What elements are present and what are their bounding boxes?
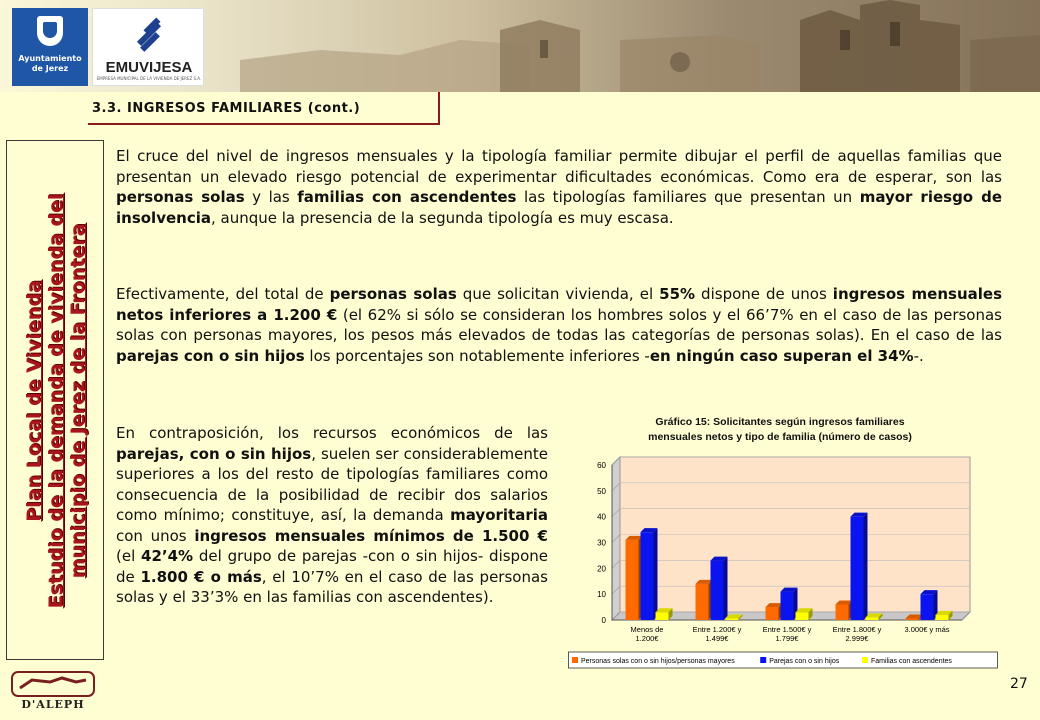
bar — [781, 588, 798, 620]
emuvijesa-logo — [92, 8, 204, 86]
chart-title-line2: mensuales netos y tipo de familia (número de casos) — [648, 431, 912, 443]
heading-divider — [88, 123, 438, 125]
bold-text-run: mayoritaria — [450, 506, 548, 524]
bar-front — [836, 605, 849, 621]
bar-side — [864, 513, 868, 620]
bar — [851, 513, 868, 620]
emuvijesa-mark-icon — [129, 15, 169, 55]
text-run: los porcentajes son notablemente inferiores - — [304, 346, 650, 365]
header-banner — [0, 0, 1040, 92]
text-run: , suelen ser considerablemente superiores a los del resto de tipologías familiares como consecuencia de la posibilidad de recibir dos salarios como mínimo; constituye, así, la demanda — [116, 444, 548, 524]
text-run: -. — [913, 346, 924, 365]
x-tick-label: 2.999€ — [845, 634, 869, 643]
x-tick-label: 3.000€ y más — [904, 625, 950, 634]
chart-title-line1: Gráfico 15: Solicitantes según ingresos familiares — [655, 416, 905, 428]
legend-label: Familias con ascendentes — [871, 658, 952, 665]
x-tick-label: Entre 1.500€ y — [762, 625, 812, 634]
page-number: 27 — [1010, 676, 1028, 692]
bar-front — [906, 619, 919, 621]
daleph-logo-text: D'ALEPH — [21, 698, 85, 711]
shield-icon — [37, 16, 63, 46]
bar-side — [724, 557, 728, 620]
bar — [696, 580, 713, 620]
text-run: , aunque la presencia de la segunda tipología es muy escasa. — [210, 208, 674, 227]
text-run: que solicitan vivienda, el — [456, 285, 660, 303]
bold-text-run: ingresos mensuales mínimos de 1.500 € — [194, 526, 548, 545]
chart-title — [600, 415, 960, 445]
bar-front — [781, 592, 794, 620]
bar-front — [696, 584, 709, 620]
bold-text-run: 42’4% — [141, 547, 194, 565]
bar — [641, 528, 658, 620]
cathedral-photo — [200, 0, 1040, 92]
legend-label: Parejas con o sin hijos — [769, 658, 840, 665]
bold-text-run: 1.800 € o más — [140, 567, 262, 586]
bar-front — [921, 594, 934, 620]
bar — [626, 536, 643, 620]
bar-front — [766, 607, 779, 620]
bar — [711, 557, 728, 620]
text-run: , el 10’7% en el caso de las personas solas y el 33’3% en las familias con ascendentes). — [116, 567, 548, 606]
daleph-mark-icon — [10, 670, 96, 698]
text-run: y las — [244, 188, 298, 206]
text-run: las tipologías familiares que presentan un — [516, 188, 860, 206]
bold-text-run: parejas, con o sin hijos — [116, 444, 312, 463]
legend-swatch — [862, 657, 868, 663]
bold-text-run: ingresos mensuales netos inferiores a 1.200 € — [116, 285, 1003, 324]
y-tick-label: 20 — [597, 564, 606, 574]
side-panel-subtitle-line2: municipio de Jerez de la Frontera — [67, 223, 89, 579]
x-tick-label: 1.200€ — [635, 634, 659, 643]
bar-front — [711, 561, 724, 620]
bar-chart — [568, 448, 998, 676]
y-tick-label: 10 — [597, 590, 606, 600]
emuvijesa-name: EMUVIJESA — [105, 59, 193, 76]
bar-front — [641, 532, 654, 620]
bar-front — [726, 619, 739, 621]
daleph-logo — [10, 670, 96, 712]
text-run: (el — [116, 547, 142, 565]
bar-front — [936, 615, 949, 620]
bar-front — [626, 540, 639, 620]
paragraph-1 — [116, 146, 1002, 228]
text-run: En contraposición, los recursos económicos de las — [116, 424, 548, 442]
side-panel-text — [23, 194, 89, 609]
legend-label: Personas solas con o sin hijos/personas mayores — [581, 658, 735, 665]
bar-front — [796, 612, 809, 620]
paragraph-3 — [116, 423, 548, 608]
bar — [921, 590, 938, 620]
bar — [656, 608, 673, 620]
x-tick-label: Entre 1.800€ y — [832, 625, 882, 634]
ayuntamiento-logo-text: Ayuntamiento de Jerez — [18, 54, 82, 73]
text-run: del grupo de parejas -con o sin hijos- dispone de — [116, 547, 548, 586]
side-panel-subtitle-line1: Estudio de la demanda de vivienda del — [45, 193, 67, 609]
bar-front — [851, 517, 864, 620]
bold-text-run: familias con ascendentes — [297, 188, 517, 206]
y-tick-label: 40 — [597, 512, 606, 522]
bold-text-run: parejas con o sin hijos — [116, 346, 305, 365]
paragraph-2 — [116, 284, 1002, 366]
bold-text-run: en ningún caso superan el 34% — [649, 346, 914, 365]
bold-text-run: mayor riesgo de insolvencia — [116, 188, 1002, 227]
x-tick-label: 1.499€ — [705, 634, 729, 643]
x-tick-label: Menos de — [630, 625, 664, 634]
bold-text-run: personas solas — [329, 285, 457, 303]
bold-text-run: personas solas — [116, 188, 245, 206]
bar-front — [656, 612, 669, 620]
bold-text-run: 55% — [659, 285, 696, 303]
ayuntamiento-logo — [12, 8, 88, 86]
text-run: dispone de unos — [695, 285, 833, 303]
x-tick-label: Entre 1.200€ y — [692, 625, 742, 634]
side-panel-title: Plan Local de Vivienda — [23, 280, 45, 522]
y-tick-label: 50 — [597, 486, 606, 496]
heading-vertical-divider — [438, 92, 440, 125]
bar-side — [654, 528, 658, 620]
section-heading: 3.3. INGRESOS FAMILIARES (cont.) — [92, 101, 361, 116]
legend-swatch — [572, 657, 578, 663]
bar — [796, 608, 813, 620]
emuvijesa-subtitle: EMPRESA MUNICIPAL DE LA VIVIENDA DE JEREZ S.A. — [96, 76, 202, 81]
text-run: con unos — [116, 526, 195, 545]
text-run: El cruce del nivel de ingresos mensuales y la tipología familiar permite dibujar el perfil de aquellas familias que presentan un elevado riesgo potencial de experimentar dificultades económicas. Como era de esperar, son las — [116, 147, 1002, 186]
x-tick-label: 1.799€ — [775, 634, 799, 643]
text-run: Efectivamente, del total de — [116, 285, 330, 303]
bar — [766, 603, 783, 620]
y-tick-label: 0 — [601, 616, 606, 625]
y-tick-label: 30 — [597, 538, 606, 548]
text-run: (el 62% si sólo se consideran los hombres solos y el 66’7% en el caso de las personas solas con personas mayores, los pesos más elevados de todas las categorías de personas solas). En el caso de las — [116, 305, 1003, 344]
y-tick-label: 60 — [597, 461, 606, 470]
bar — [836, 601, 853, 621]
side-panel — [6, 140, 104, 660]
bar-front — [866, 617, 879, 620]
legend-swatch — [760, 657, 766, 663]
